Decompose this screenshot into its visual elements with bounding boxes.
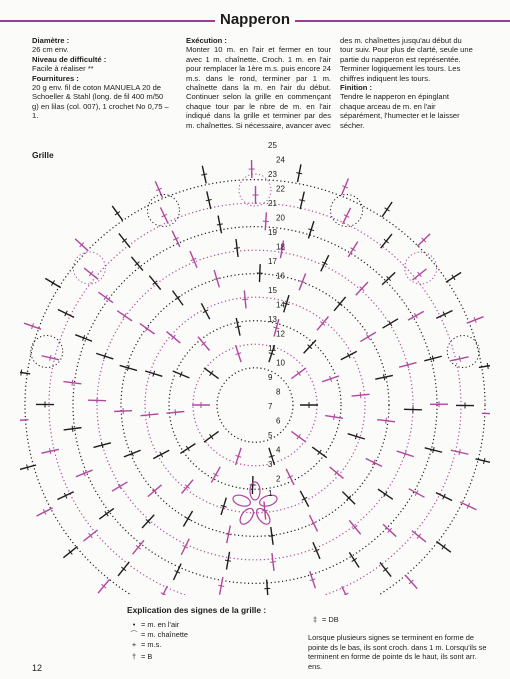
execution-text: Monter 10 m. en l'air et fermer en tour avec 1 m. chaînette. Croch. 1 m. en l'air pour remplacer la 1ère m.s. puis encore 24 m.s. dans le rond, terminer par 1 m. chaînette dans la m. en l'air du début. Continuer selon la grille en commençant chaque tour par le nbre de m. en l'air indiqué dans la grille et terminer par des m. chaînettes. Si nécessaire, avancer avec [186, 45, 331, 130]
treble-crochet-icon: ‡ [312, 615, 318, 624]
legend-note: Lorsque plusieurs signes se terminent en forme de pointe ds le bas, ils sont croch. dans 1 m. Lorsqu'ils se terminent en forme de pointe ds le haut, ils sont arr. ens. [308, 633, 487, 671]
round-number: 13 [268, 315, 277, 324]
legend-item-chain: • = m. en l'air [127, 620, 179, 629]
round-number: 1 [268, 489, 273, 498]
finishing-heading: Finition : [340, 83, 373, 93]
double-crochet-icon: † [131, 652, 137, 661]
page-title: Napperon [215, 10, 295, 30]
round-number: 12 [276, 329, 285, 339]
difficulty-heading: Niveau de difficulté : [32, 54, 107, 64]
legend-item-sc: + = m.s. [127, 640, 161, 649]
diameter-value: 26 cm env. [32, 45, 69, 55]
round-number: 15 [268, 286, 277, 295]
round-number: 21 [268, 199, 277, 208]
round-number: 5 [268, 431, 273, 440]
round-number: 25 [268, 141, 277, 150]
round-number: 18 [276, 242, 285, 252]
legend-item-tr: ‡ = DB [308, 615, 339, 624]
crochet-chart [20, 140, 490, 595]
execution-column [186, 36, 331, 130]
slip-stitch-icon: ⌒ [130, 630, 138, 639]
chain-stitch-icon: • [132, 620, 136, 629]
round-number: 24 [276, 155, 285, 165]
round-number: 6 [276, 416, 281, 426]
round-number: 20 [276, 213, 285, 223]
supplies-heading: Fournitures : [32, 73, 79, 83]
round-number: 19 [268, 228, 277, 237]
finishing-column [340, 36, 475, 130]
legend-item-dc: † = B [127, 652, 152, 661]
round-number: 10 [276, 358, 285, 368]
round-number: 3 [268, 460, 273, 469]
round-number: 8 [276, 387, 281, 397]
round-number: 9 [268, 373, 273, 382]
round-number: 23 [268, 170, 277, 179]
round-number: 11 [268, 344, 277, 353]
materials-column [32, 36, 172, 121]
legend-item-slip: ⌒ = m. chaînette [127, 630, 188, 639]
round-number: 4 [276, 445, 281, 455]
round-number: 22 [276, 184, 285, 194]
supplies-text: 20 g env. fil de coton MANUELA 20 de Schoeller & Stahl (long. de fil 400 m/50 g) en lilas (col. 007), 1 crochet No 0,75 – 1. [32, 83, 169, 121]
round-number: 14 [276, 300, 285, 310]
execution-continued: des m. chaînettes jusqu'au début du tour suiv. Pour plus de clarté, seule une partie du napperon est représentée. Terminer logiquement les tours. Les chiffres indiquent les tours. [340, 36, 473, 83]
single-crochet-icon: + [131, 640, 137, 649]
diameter-heading: Diamètre : [32, 36, 70, 45]
round-number: 16 [276, 271, 285, 281]
difficulty-value: Facile à réaliser ** [32, 64, 94, 74]
grille-label: Grille [32, 150, 54, 160]
execution-heading: Exécution : [186, 36, 227, 45]
round-number: 2 [276, 474, 281, 484]
legend-title: Explication des signes de la grille : [127, 605, 267, 615]
round-number: 17 [268, 257, 277, 266]
finishing-text: Tendre le napperon en épinglant chaque arceau de m. en l'air séparément, l'humecter et le laisser sécher. [340, 92, 460, 130]
page-number: 12 [32, 663, 43, 673]
round-number: 7 [268, 402, 273, 411]
